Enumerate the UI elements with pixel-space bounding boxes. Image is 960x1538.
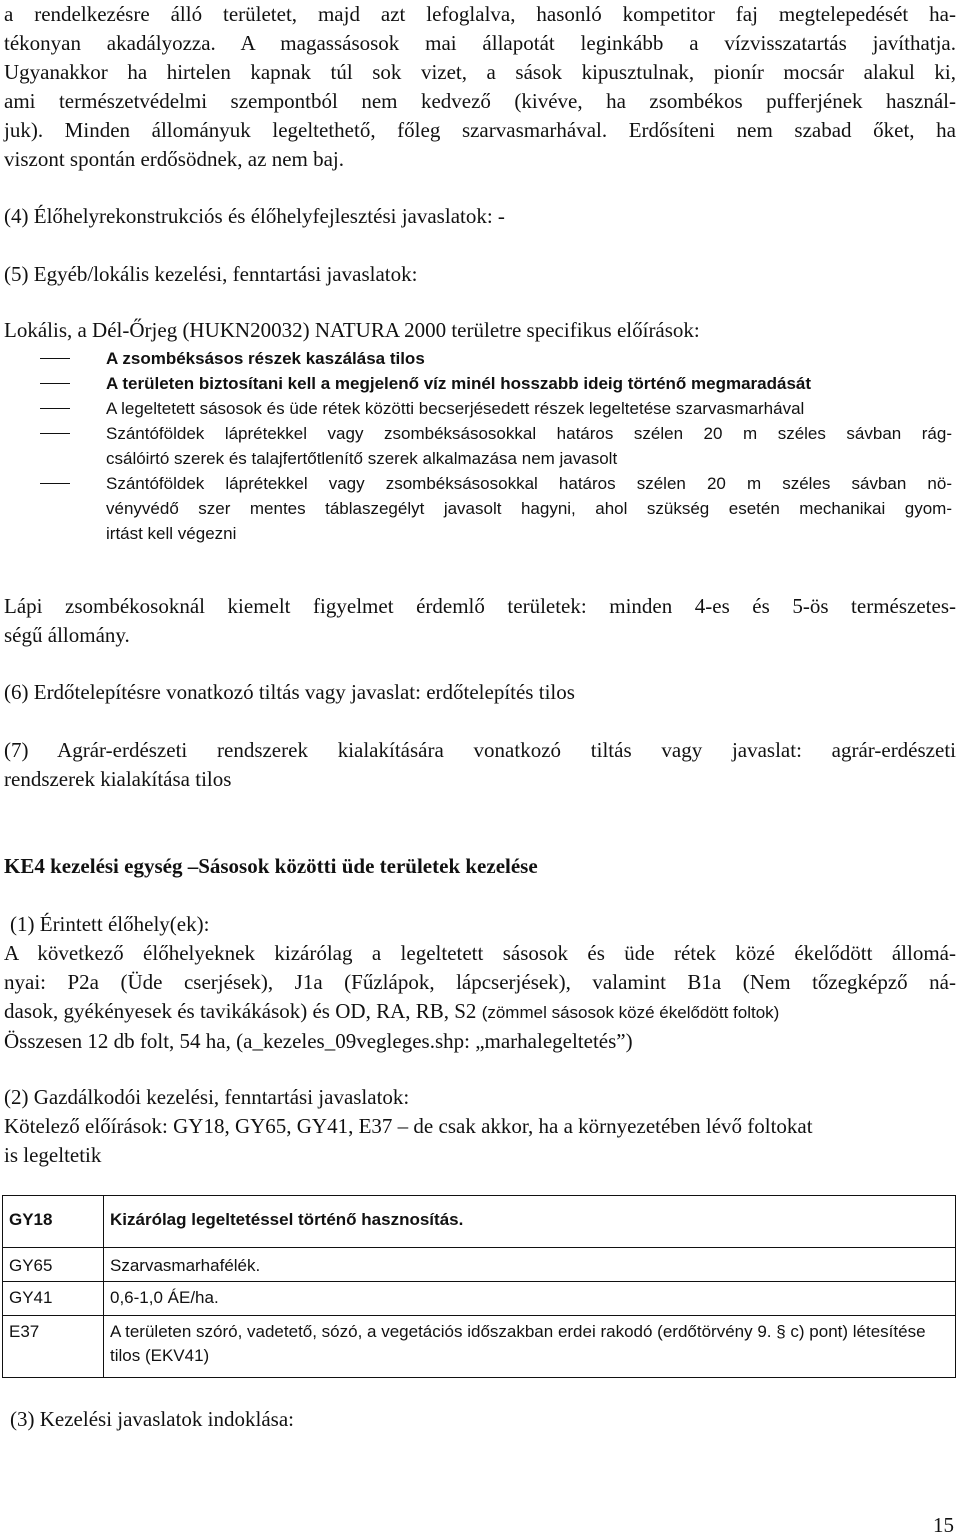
affected-habitats-label: (1) Érintett élőhely(ek):	[10, 912, 210, 936]
local-rules-list	[0, 346, 960, 546]
dash-bullet-icon	[40, 358, 70, 359]
section-5-heading: (5) Egyéb/lokális kezelési, fenntartási javaslatok:	[4, 262, 418, 286]
list-item: A legeltetett sásosok és üde rétek közötti becserjésedett részek legeltetése szarvasmarhával	[0, 396, 952, 421]
text-line: juk). Minden állományuk legeltethető, főleg szarvasmarhával. Erdősíteni nem szabad őket, ha	[4, 118, 956, 142]
list-item: Szántóföldek láprétekkel vagy zsombéksásosokkal határos szélen 20 m széles sávban nö- vényvédő szer mentes táblaszegélyt javasolt hagyni, ahol szükség esetén mechanikai gyom- irtást kell végezni	[0, 471, 952, 546]
rule-text: A területen szóró, vadetető, sózó, a vegetációs időszakban erdei rakodó (erdőtörvény 9. § c) pont) létesítése tilos (EKV41)	[104, 1316, 956, 1378]
list-item: A területen biztosítani kell a megjelenő víz minél hosszabb ideig történő megmaradását	[0, 371, 952, 396]
table-row	[3, 1282, 956, 1316]
section-2-label: (2) Gazdálkodói kezelési, fenntartási javaslatok:	[4, 1085, 410, 1109]
rule-code: GY65	[3, 1248, 104, 1282]
table-row	[3, 1316, 956, 1378]
rule-text: Kizárólag legeltetéssel történő hasznosítás.	[104, 1196, 956, 1248]
dash-bullet-icon	[40, 383, 70, 384]
section-3-label: (3) Kezelési javaslatok indoklása:	[10, 1407, 294, 1431]
local-rules-intro: Lokális, a Dél-Őrjeg (HUKN20032) NATURA 2000 területre specifikus előírások:	[4, 318, 700, 342]
section-7-text: (7) Agrár-erdészeti rendszerek kialakítására vonatkozó tiltás vagy javaslat: agrár-erdészeti rendszerek kialakítása tilos	[4, 738, 956, 791]
intro-paragraph	[4, 0, 956, 174]
mandatory-rules-text: Kötelező előírások: GY18, GY65, GY41, E37 – de csak akkor, ha a környezetében lévő foltokat is legeltetik	[4, 1114, 813, 1167]
rule-code: GY41	[3, 1282, 104, 1316]
list-item: A zsombéksásos részek kaszálása tilos	[0, 346, 952, 371]
section-6-text: (6) Erdőtelepítésre vonatkozó tiltás vagy javaslat: erdőtelepítés tilos	[4, 680, 575, 704]
text-line: ami természetvédelmi szempontból nem kedvező (kivéve, ha zsombékos pufferjének használ-	[4, 89, 956, 113]
rule-code: GY18	[3, 1196, 104, 1248]
section-4-heading: (4) Élőhelyrekonstrukciós és élőhelyfejlesztési javaslatok: -	[4, 204, 505, 228]
text-line: viszont spontán erdősödnek, az nem baj.	[4, 147, 344, 171]
dash-bullet-icon	[40, 483, 70, 484]
page-number: 15	[933, 1513, 954, 1537]
affected-habitats-text: A következő élőhelyeknek kizárólag a legeltetett sásosok és üde rétek közé ékelődött állomá- nyai: P2a (Üde cserjések), J1a (Fűzlápok, lápcserjések), valamint B1a (Nem tőzegképző ná- dasok, gyékényesek és tavikákások) és OD, RA, RB, S2 (zömmel sásosok közé ékelődött foltok) Összesen 12 db folt, 54 ha, (a_kezeles_09vegleges.shp: „marhalegeltetés”)	[4, 941, 956, 1053]
rule-text: Szarvasmarhafélék.	[104, 1248, 956, 1282]
lapi-paragraph: Lápi zsombékosoknál kiemelt figyelmet érdemlő területek: minden 4-es és 5-ös természetes- ségű állomány.	[4, 594, 956, 647]
rules-table	[2, 1195, 956, 1378]
rule-text: 0,6-1,0 ÁE/ha.	[104, 1282, 956, 1316]
table-row	[3, 1248, 956, 1282]
text-line: Ugyanakkor ha hirtelen kapnak túl sok vizet, a sások kipusztulnak, pionír mocsár alakul ki,	[4, 60, 956, 84]
dash-bullet-icon	[40, 408, 70, 409]
text-line: a rendelkezésre álló területet, majd azt lefoglalva, hasonló kompetitor faj megtelepedését ha-	[4, 2, 956, 26]
rule-code: E37	[3, 1316, 104, 1378]
text-line: tékonyan akadályozza. A magassásosok mai állapotát leginkább a vízvisszatartás javíthatja.	[4, 31, 956, 55]
list-item: Szántóföldek láprétekkel vagy zsombéksásosokkal határos szélen 20 m széles sávban rág- csálóirtó szerek és talajfertőtlenítő szerek alkalmazása nem javasolt	[0, 421, 952, 471]
dash-bullet-icon	[40, 433, 70, 434]
table-row	[3, 1196, 956, 1248]
ke4-heading: KE4 kezelési egység –Sásosok közötti üde területek kezelése	[4, 854, 538, 878]
